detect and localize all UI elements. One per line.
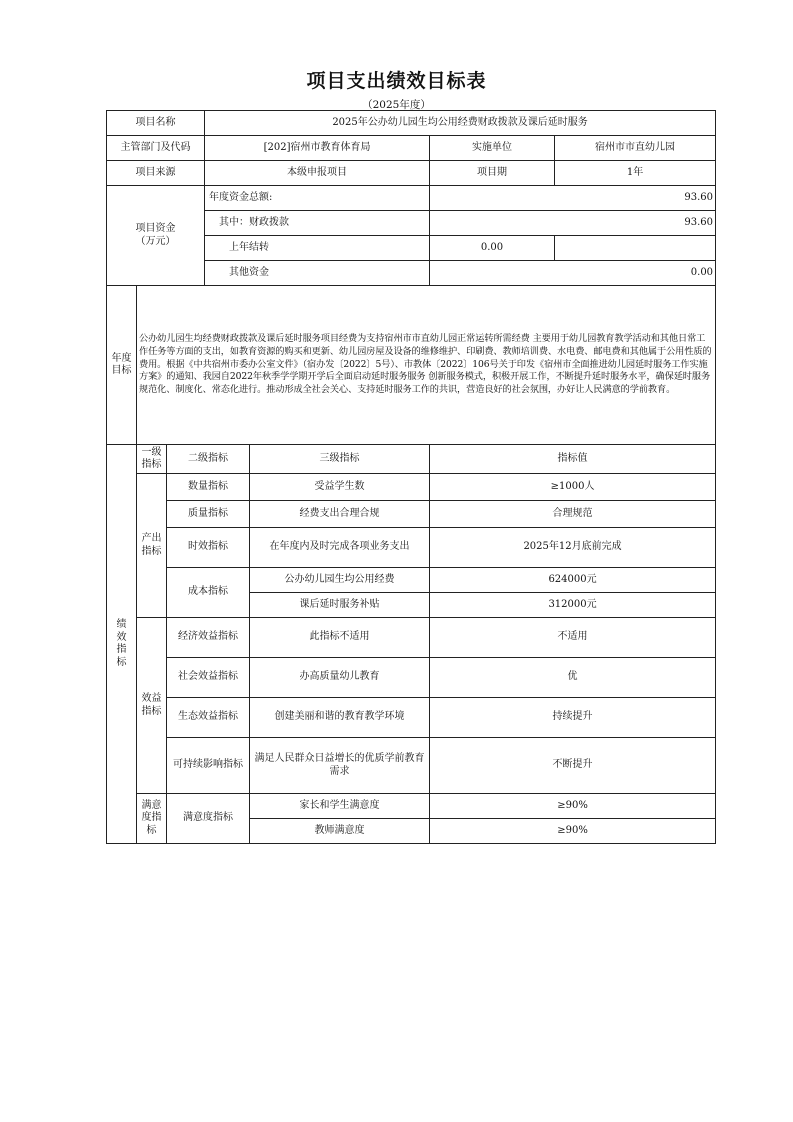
value-cell: 合理规范 <box>430 501 716 528</box>
table-row <box>107 286 716 445</box>
fund-row-value: 93.60 <box>430 211 716 236</box>
table-row <box>107 136 716 161</box>
level2-cell: 时效指标 <box>167 528 250 568</box>
table-row <box>107 618 716 658</box>
table-row <box>107 474 716 501</box>
level2-cell: 可持续影响指标 <box>167 738 250 794</box>
fund-row-label: 其他资金 <box>205 261 430 286</box>
value-cell: 优 <box>430 658 716 698</box>
fund-row-label: 年度资金总额: <box>205 186 430 211</box>
table-row <box>107 161 716 186</box>
level3-cell: 满足人民群众日益增长的优质学前教育需求 <box>250 738 430 794</box>
value-cell: 624000元 <box>430 568 716 593</box>
dept-value: [202]宿州市教育体育局 <box>205 136 430 161</box>
table-row <box>107 794 716 819</box>
level2-cell: 成本指标 <box>167 568 250 618</box>
level3-cell: 经费支出合理合规 <box>250 501 430 528</box>
period-label: 项目期 <box>430 161 555 186</box>
fund-row-label: 上年结转 <box>205 236 430 261</box>
value-cell: 持续提升 <box>430 698 716 738</box>
level3-cell: 办高质量幼儿教育 <box>250 658 430 698</box>
fund-row-spacer <box>555 236 716 261</box>
table-row <box>107 186 716 211</box>
funds-label: 项目资金 （万元） <box>107 186 205 286</box>
level2-cell: 数量指标 <box>167 474 250 501</box>
value-cell: 312000元 <box>430 593 716 618</box>
performance-target-table <box>106 110 716 844</box>
page-title: 项目支出绩效目标表 <box>306 70 487 92</box>
level3-cell: 课后延时服务补贴 <box>250 593 430 618</box>
level3-cell: 教师满意度 <box>250 819 430 844</box>
table-row <box>107 568 716 593</box>
period-value: 1年 <box>555 161 716 186</box>
perf-label: 绩 效 指 标 <box>107 445 137 844</box>
project-name-value: 2025年公办幼儿园生均公用经费财政拨款及课后延时服务 <box>205 111 716 136</box>
level2-cell: 经济效益指标 <box>167 618 250 658</box>
level3-cell: 受益学生数 <box>250 474 430 501</box>
table-row <box>107 111 716 136</box>
source-value: 本级申报项目 <box>205 161 430 186</box>
goal-label: 年度 目标 <box>107 286 137 445</box>
level3-cell: 创建美丽和谐的教育教学环境 <box>250 698 430 738</box>
level2-cell: 满意度指标 <box>167 794 250 844</box>
value-cell: 不断提升 <box>430 738 716 794</box>
dept-label: 主管部门及代码 <box>107 136 205 161</box>
header-level3: 三级指标 <box>250 445 430 474</box>
unit-label: 实施单位 <box>430 136 555 161</box>
unit-value: 宿州市市直幼儿园 <box>555 136 716 161</box>
goal-text: 公办幼儿园生均经费财政拨款及课后延时服务项目经费为支持宿州市市直幼儿园正常运转所需经费 主要用于幼儿园教育教学活动和其他日常工作任务等方面的支出，如教育资源的购买和更新、幼儿园房屋及设备的维修维护、印刷费、教师培训费、水电费、邮电费和其他属于公用性质的费用。根据《中共宿州市委办公室文件》（宿办发〔2022〕5号）、市教体〔2022〕106号关于印发《宿州市全面推进幼儿园延时服务工作实施方案》的通知、我园自2022年秋季学学期开学后全面启动延时服务服务 创新服务模式，积极开展工作，不断提升延时服务水平，确保延时服务规范化、制度化、常态化进行。推动形成全社会关心、支持延时服务工作的共识，营造良好的社会氛围，办好让人民满意的学前教育。 <box>137 286 716 445</box>
level2-cell: 生态效益指标 <box>167 698 250 738</box>
fund-row-value: 0.00 <box>430 261 716 286</box>
fund-row-value: 0.00 <box>430 236 555 261</box>
value-cell: ≥1000人 <box>430 474 716 501</box>
fiscal-year: （2025年度） <box>362 99 431 111</box>
level2-cell: 质量指标 <box>167 501 250 528</box>
header-level1: 一级 指标 <box>137 445 167 474</box>
fund-row-value: 93.60 <box>430 186 716 211</box>
table-row <box>107 445 716 474</box>
table-row <box>107 658 716 698</box>
header-value: 指标值 <box>430 445 716 474</box>
level3-cell: 在年度内及时完成各项业务支出 <box>250 528 430 568</box>
table-row <box>107 738 716 794</box>
value-cell: ≥90% <box>430 794 716 819</box>
project-name-label: 项目名称 <box>107 111 205 136</box>
table-row <box>107 501 716 528</box>
table-row <box>107 528 716 568</box>
satisfaction-label: 满意 度指 标 <box>137 794 167 844</box>
header-level2: 二级指标 <box>167 445 250 474</box>
value-cell: ≥90% <box>430 819 716 844</box>
benefit-label: 效益 指标 <box>137 618 167 794</box>
fund-row-label: 其中：财政拨款 <box>205 211 430 236</box>
level2-cell: 社会效益指标 <box>167 658 250 698</box>
source-label: 项目来源 <box>107 161 205 186</box>
value-cell: 不适用 <box>430 618 716 658</box>
value-cell: 2025年12月底前完成 <box>430 528 716 568</box>
level3-cell: 家长和学生满意度 <box>250 794 430 819</box>
level3-cell: 公办幼儿园生均公用经费 <box>250 568 430 593</box>
level3-cell: 此指标不适用 <box>250 618 430 658</box>
output-label: 产出 指标 <box>137 474 167 618</box>
table-row <box>107 698 716 738</box>
